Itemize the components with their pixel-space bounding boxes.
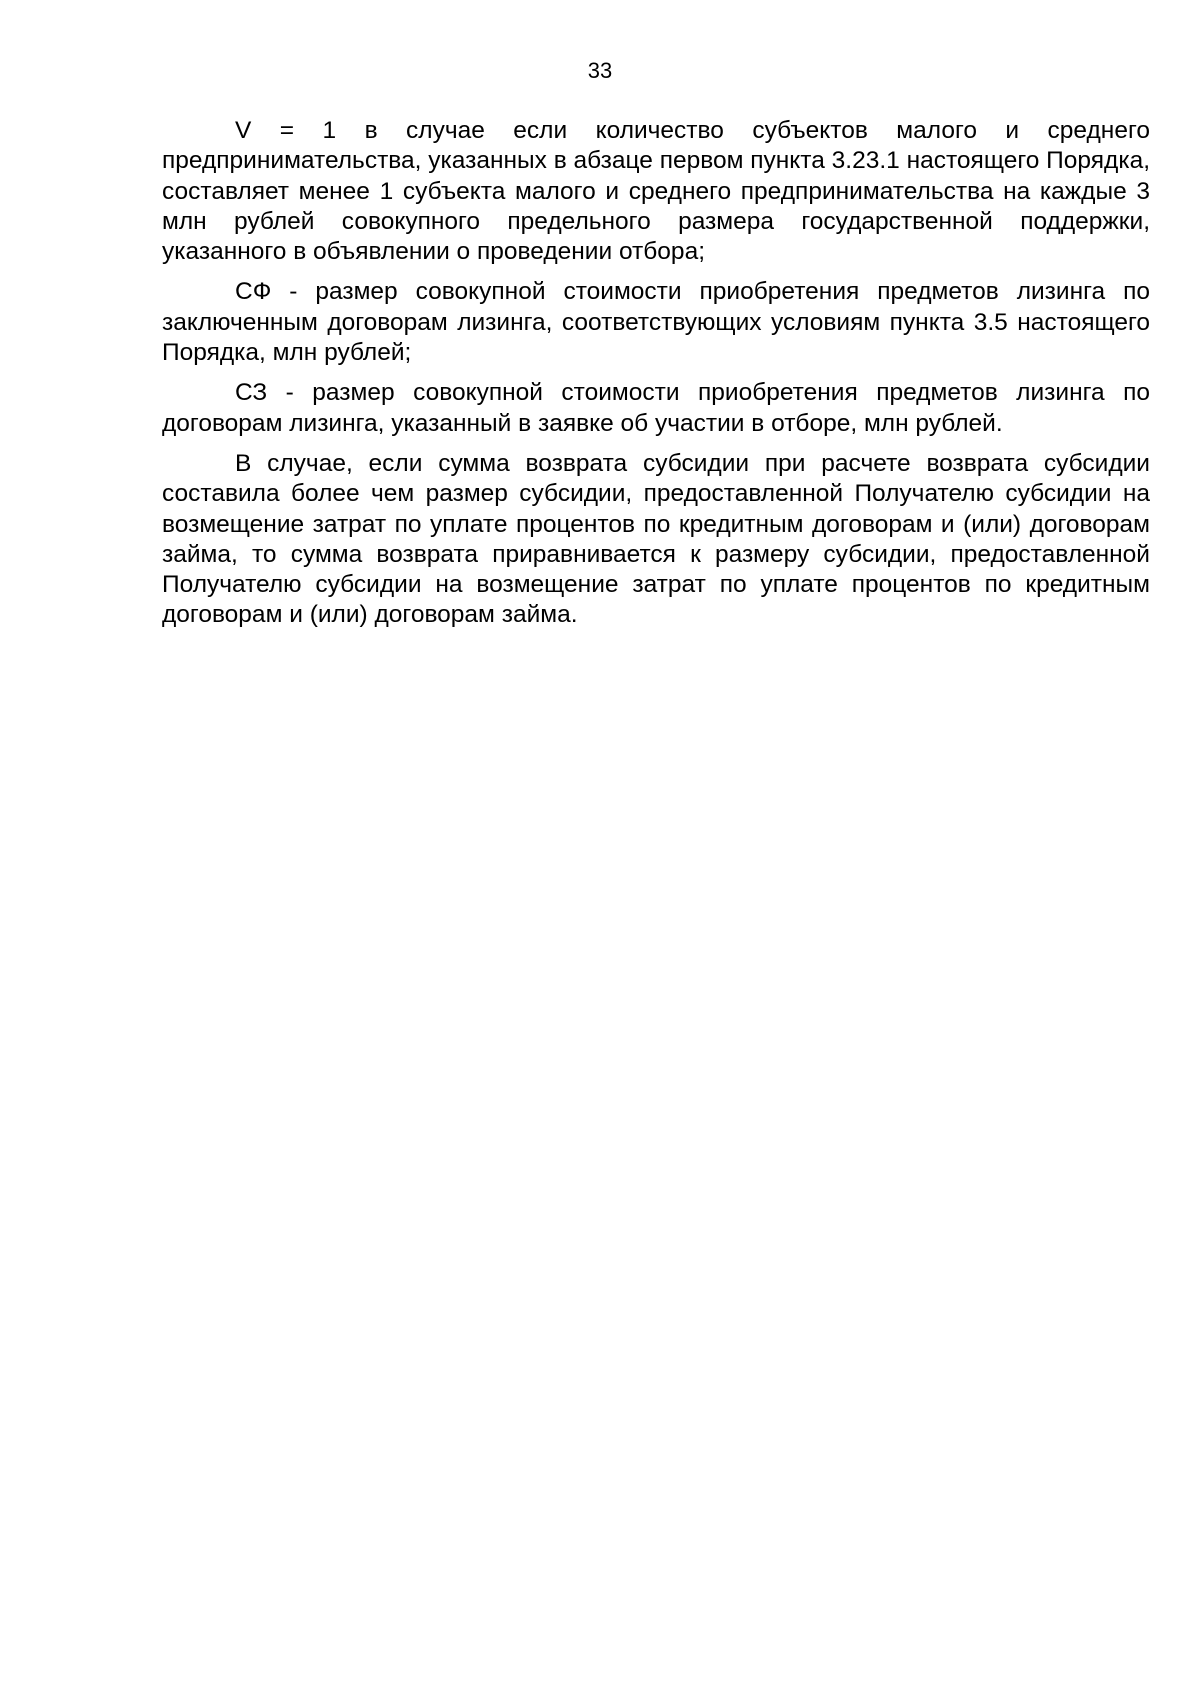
paragraph-sf-definition: СФ - размер совокупной стоимости приобретения предметов лизинга по заключенным договорам лизинга, соответствующих условиям пункта 3.5 настоящего Порядка, млн рублей; (162, 278, 1150, 367)
document-body (162, 116, 1150, 641)
paragraph-sz-definition: СЗ - размер совокупной стоимости приобретения предметов лизинга по договорам лизинга, указанный в заявке об участии в отборе, млн рублей. (162, 379, 1150, 437)
paragraph-v-definition: V = 1 в случае если количество субъектов малого и среднего предпринимательства, указанных в абзаце первом пункта 3.23.1 настоящего Порядка, составляет менее 1 субъекта малого и среднего предпринимательства на каждые 3 млн рублей совокупного предельного размера государственной поддержки, указанного в объявлении о проведении отбора; (162, 117, 1151, 266)
paragraph-return-rule: В случае, если сумма возврата субсидии при расчете возврата субсидии составила более чем размер субсидии, предоставленной Получателю субсидии на возмещение затрат по уплате процентов по кредитным договорам и (или) договорам займа, то сумма возврата приравнивается к размеру субсидии, предоставленной Получателю субсидии на возмещение затрат по уплате процентов по кредитным договорам и (или) договорам займа. (162, 449, 1150, 629)
page-number: 33 (587, 58, 613, 83)
